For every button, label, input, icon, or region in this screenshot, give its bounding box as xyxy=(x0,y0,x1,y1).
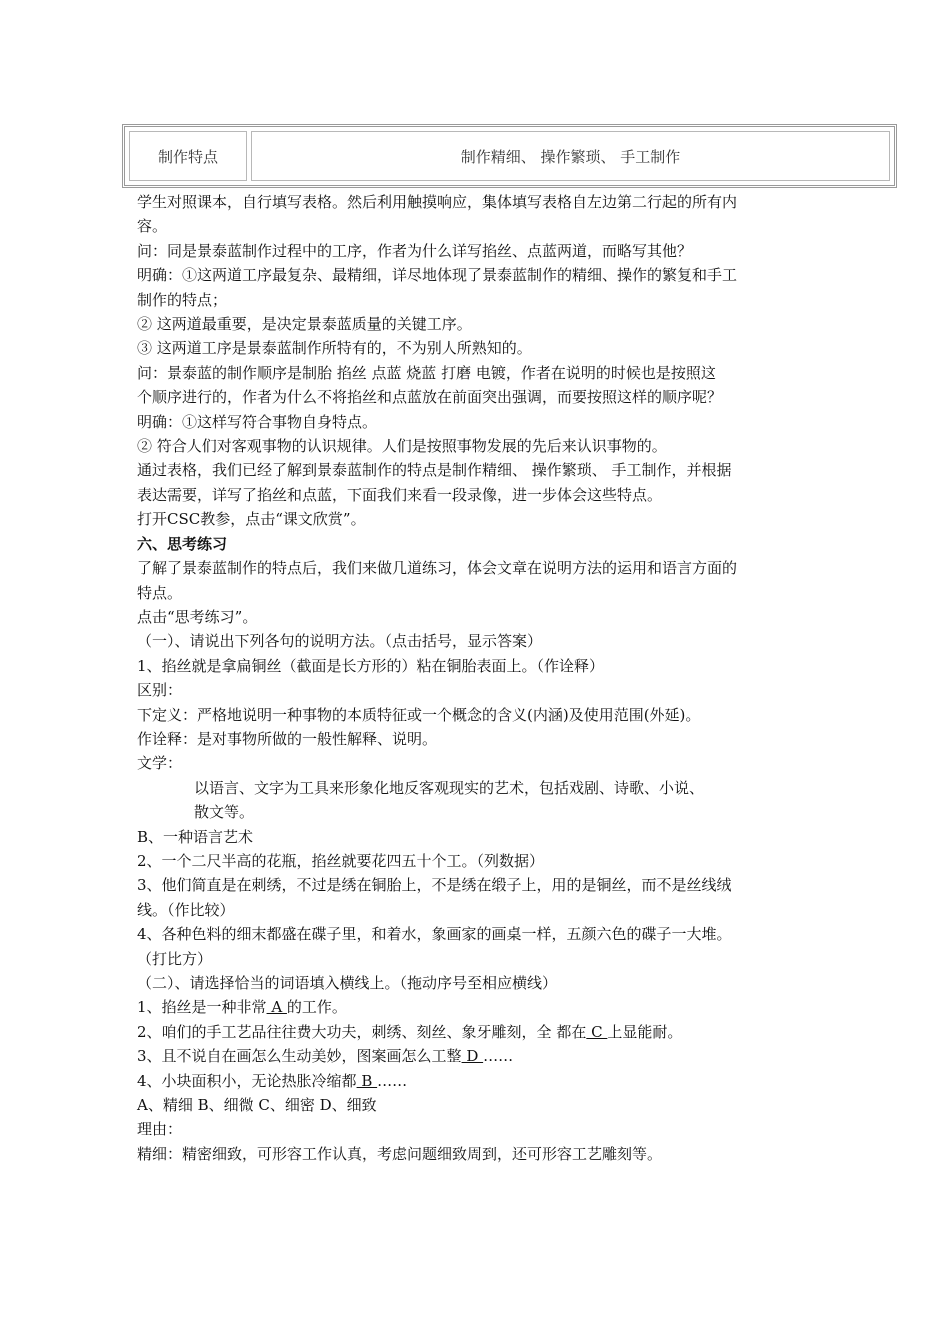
text-line: 特点。 xyxy=(137,583,183,602)
text-line: 作诠释：是对事物所做的一般性解释、说明。 xyxy=(137,729,438,748)
text-line: 制作的特点； xyxy=(137,290,228,309)
text-line: 2、一个二尺半高的花瓶，掐丝就要花四五十个工。（列数据） xyxy=(137,851,545,870)
fill-question-4: 4、小块面积小，无论热胀冷缩都 B …… xyxy=(137,1071,408,1090)
answer-blank-3[interactable]: D xyxy=(461,1047,484,1066)
text-line: （二）、请选择恰当的词语填入横线上。（拖动序号至相应横线） xyxy=(137,974,558,992)
text-line: 问：同是景泰蓝制作过程中的工序，作者为什么详写掐丝、点蓝两道，而略写其他？ xyxy=(137,241,693,260)
text-line: ② 这两道最重要，是决定景泰蓝质量的关键工序。 xyxy=(137,315,472,334)
text-line: （打比方） xyxy=(137,949,213,968)
text-line: ③ 这两道工序是景泰蓝制作所特有的，不为别人所熟知的。 xyxy=(137,339,532,358)
text-line: 精细：精密细致，可形容工作认真，考虑问题细致周到，还可形容工艺雕刻等。 xyxy=(137,1144,663,1163)
text-line: 下定义：严格地说明一种事物的本质特征或一个概念的含义(内涵)及使用范围(外延)。 xyxy=(137,705,701,724)
answer-blank-4[interactable]: B xyxy=(356,1071,378,1090)
answer-blank-1[interactable]: A xyxy=(266,998,287,1017)
text-line: 点击“思考练习”。 xyxy=(137,607,258,626)
fill-question-2: 2、咱们的手工艺品往往费大功夫，刺绣、刻丝、象牙雕刻，全 都在 C 上显能耐。 xyxy=(137,1022,683,1041)
text-line: 问：景泰蓝的制作顺序是制胎 掐丝 点蓝 烧蓝 打磨 电镀，作者在说明的时候也是按照这 xyxy=(137,363,716,382)
text-line: 线。（作比较） xyxy=(137,900,235,919)
table-label-cell: 制作特点 xyxy=(129,131,247,181)
text-line: 1、掐丝就是拿扁铜丝（截面是长方形的）粘在铜胎表面上。（作诠释） xyxy=(137,656,605,675)
text-line: 理由： xyxy=(137,1120,183,1139)
answer-options: A、精细 B、细微 C、细密 D、细致 xyxy=(137,1096,377,1115)
text-line: ② 符合人们对客观事物的认识规律。人们是按照事物发展的先后来认识事物的。 xyxy=(137,437,667,456)
text-line: 学生对照课本，自行填写表格。然后利用触摸响应，集体填写表格自左边第二行起的所有内 xyxy=(137,193,738,211)
text-line: 表达需要，详写了掐丝和点蓝，下面我们来看一段录像，进一步体会这些特点。 xyxy=(137,485,663,504)
text-line: 通过表格，我们已经了解到景泰蓝制作的特点是制作精细、 操作繁琐、 手工制作，并根据 xyxy=(137,461,732,480)
text-line: （一）、请说出下列各句的说明方法。（点击括号，显示答案） xyxy=(137,632,543,651)
text-line: 了解了景泰蓝制作的特点后，我们来做几道练习，体会文章在说明方法的运用和语言方面的 xyxy=(137,559,738,578)
text-line: 打开CSC教参，点击“课文欣赏”。 xyxy=(137,510,366,529)
text-line: 4、各种色料的细末都盛在碟子里，和着水，象画家的画桌一样，五颜六色的碟子一大堆。 xyxy=(137,925,732,944)
text-line: 3、他们简直是在刺绣，不过是绣在铜胎上，不是绣在缎子上，用的是铜丝，而不是丝线绒 xyxy=(137,876,732,895)
text-line: 个顺序进行的，作者为什么不将掐丝和点蓝放在前面突出强调，而要按照这样的顺序呢？ xyxy=(137,388,723,407)
text-line-indented: 以语言、文字为工具来形象化地反客观现实的艺术，包括戏剧、诗歌、小说、 xyxy=(194,778,705,797)
text-line: 明确：①这样写符合事物自身特点。 xyxy=(137,412,378,431)
text-line: B、一种语言艺术 xyxy=(137,827,254,846)
section-heading: 六、思考练习 xyxy=(137,534,228,553)
text-line: 区别： xyxy=(137,681,183,700)
fill-question-1: 1、掐丝是一种非常 A 的工作。 xyxy=(137,998,347,1017)
text-line: 容。 xyxy=(137,217,168,236)
table-value-cell: 制作精细、 操作繁琐、 手工制作 xyxy=(251,131,890,181)
text-line: 明确：①这两道工序最复杂、最精细，详尽地体现了景泰蓝制作的精细、操作的繁复和手工 xyxy=(137,266,738,285)
document-body xyxy=(137,190,817,1166)
text-line-indented: 散文等。 xyxy=(194,803,255,822)
fill-question-3: 3、且不说自在画怎么生动美妙，图案画怎么工整 D …… xyxy=(137,1047,514,1066)
answer-blank-2[interactable]: C xyxy=(586,1022,608,1041)
text-line: 文学： xyxy=(137,754,183,773)
characteristics-table xyxy=(122,124,897,188)
